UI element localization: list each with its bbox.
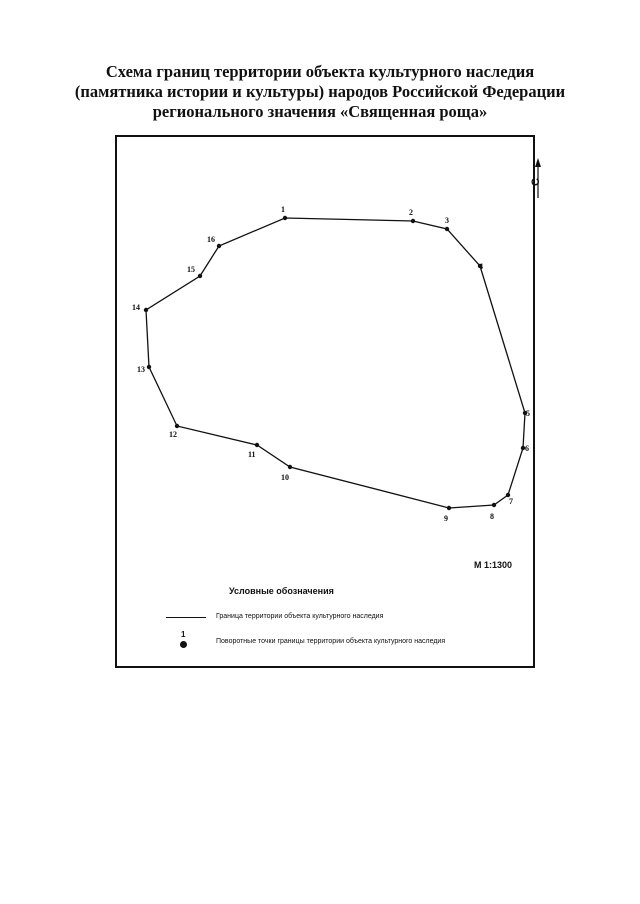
legend-boundary-text: Граница территории объекта культурного наследия <box>216 613 384 620</box>
turning-point-label-5: 5 <box>526 409 530 418</box>
turning-point-8 <box>492 503 496 507</box>
turning-point-9 <box>447 506 451 510</box>
turning-point-11 <box>255 443 259 447</box>
turning-point-3 <box>445 227 449 231</box>
legend-points-text: Поворотные точки границы территории объекта культурного наследия <box>216 638 446 645</box>
turning-point-15 <box>198 274 202 278</box>
scale-label: М 1:1300 <box>474 560 513 570</box>
boundary-line-legend-icon <box>166 617 206 618</box>
turning-point-label-3: 3 <box>445 216 449 225</box>
title-line-2: (памятника истории и культуры) народов Российской Федерации <box>74 82 566 101</box>
turning-point-label-2: 2 <box>409 208 413 217</box>
turning-point-label-8: 8 <box>490 512 494 521</box>
title-line-3: регионального значения «Священная роща» <box>152 102 488 121</box>
north-label: С <box>529 178 542 186</box>
turning-point-label-6: 6 <box>525 444 529 453</box>
turning-point-label-11: 11 <box>248 450 256 459</box>
turning-point-label-7: 7 <box>509 497 513 506</box>
turning-point-14 <box>144 308 148 312</box>
legend-point-number: 1 <box>181 630 186 639</box>
boundary-line <box>146 218 525 508</box>
turning-point-12 <box>175 424 179 428</box>
turning-point-label-1: 1 <box>281 205 285 214</box>
turning-point-10 <box>288 465 292 469</box>
turning-point-16 <box>217 244 221 248</box>
turning-point-label-12: 12 <box>169 430 177 439</box>
turning-point-label-10: 10 <box>281 473 289 482</box>
turning-point-label-15: 15 <box>187 265 195 274</box>
turning-point-label-14: 14 <box>132 303 140 312</box>
title-line-1: Схема границ территории объекта культурного наследия <box>105 62 535 81</box>
turning-point-2 <box>411 219 415 223</box>
turning-point-label-13: 13 <box>137 365 145 374</box>
legend-title: Условные обозначения <box>229 586 334 596</box>
turning-point-label-9: 9 <box>444 514 448 523</box>
turning-point-13 <box>147 365 151 369</box>
turning-point-label-4: 4 <box>479 262 483 271</box>
turning-point-label-16: 16 <box>207 235 215 244</box>
turning-point-legend-icon <box>180 641 187 648</box>
turning-point-1 <box>283 216 287 220</box>
